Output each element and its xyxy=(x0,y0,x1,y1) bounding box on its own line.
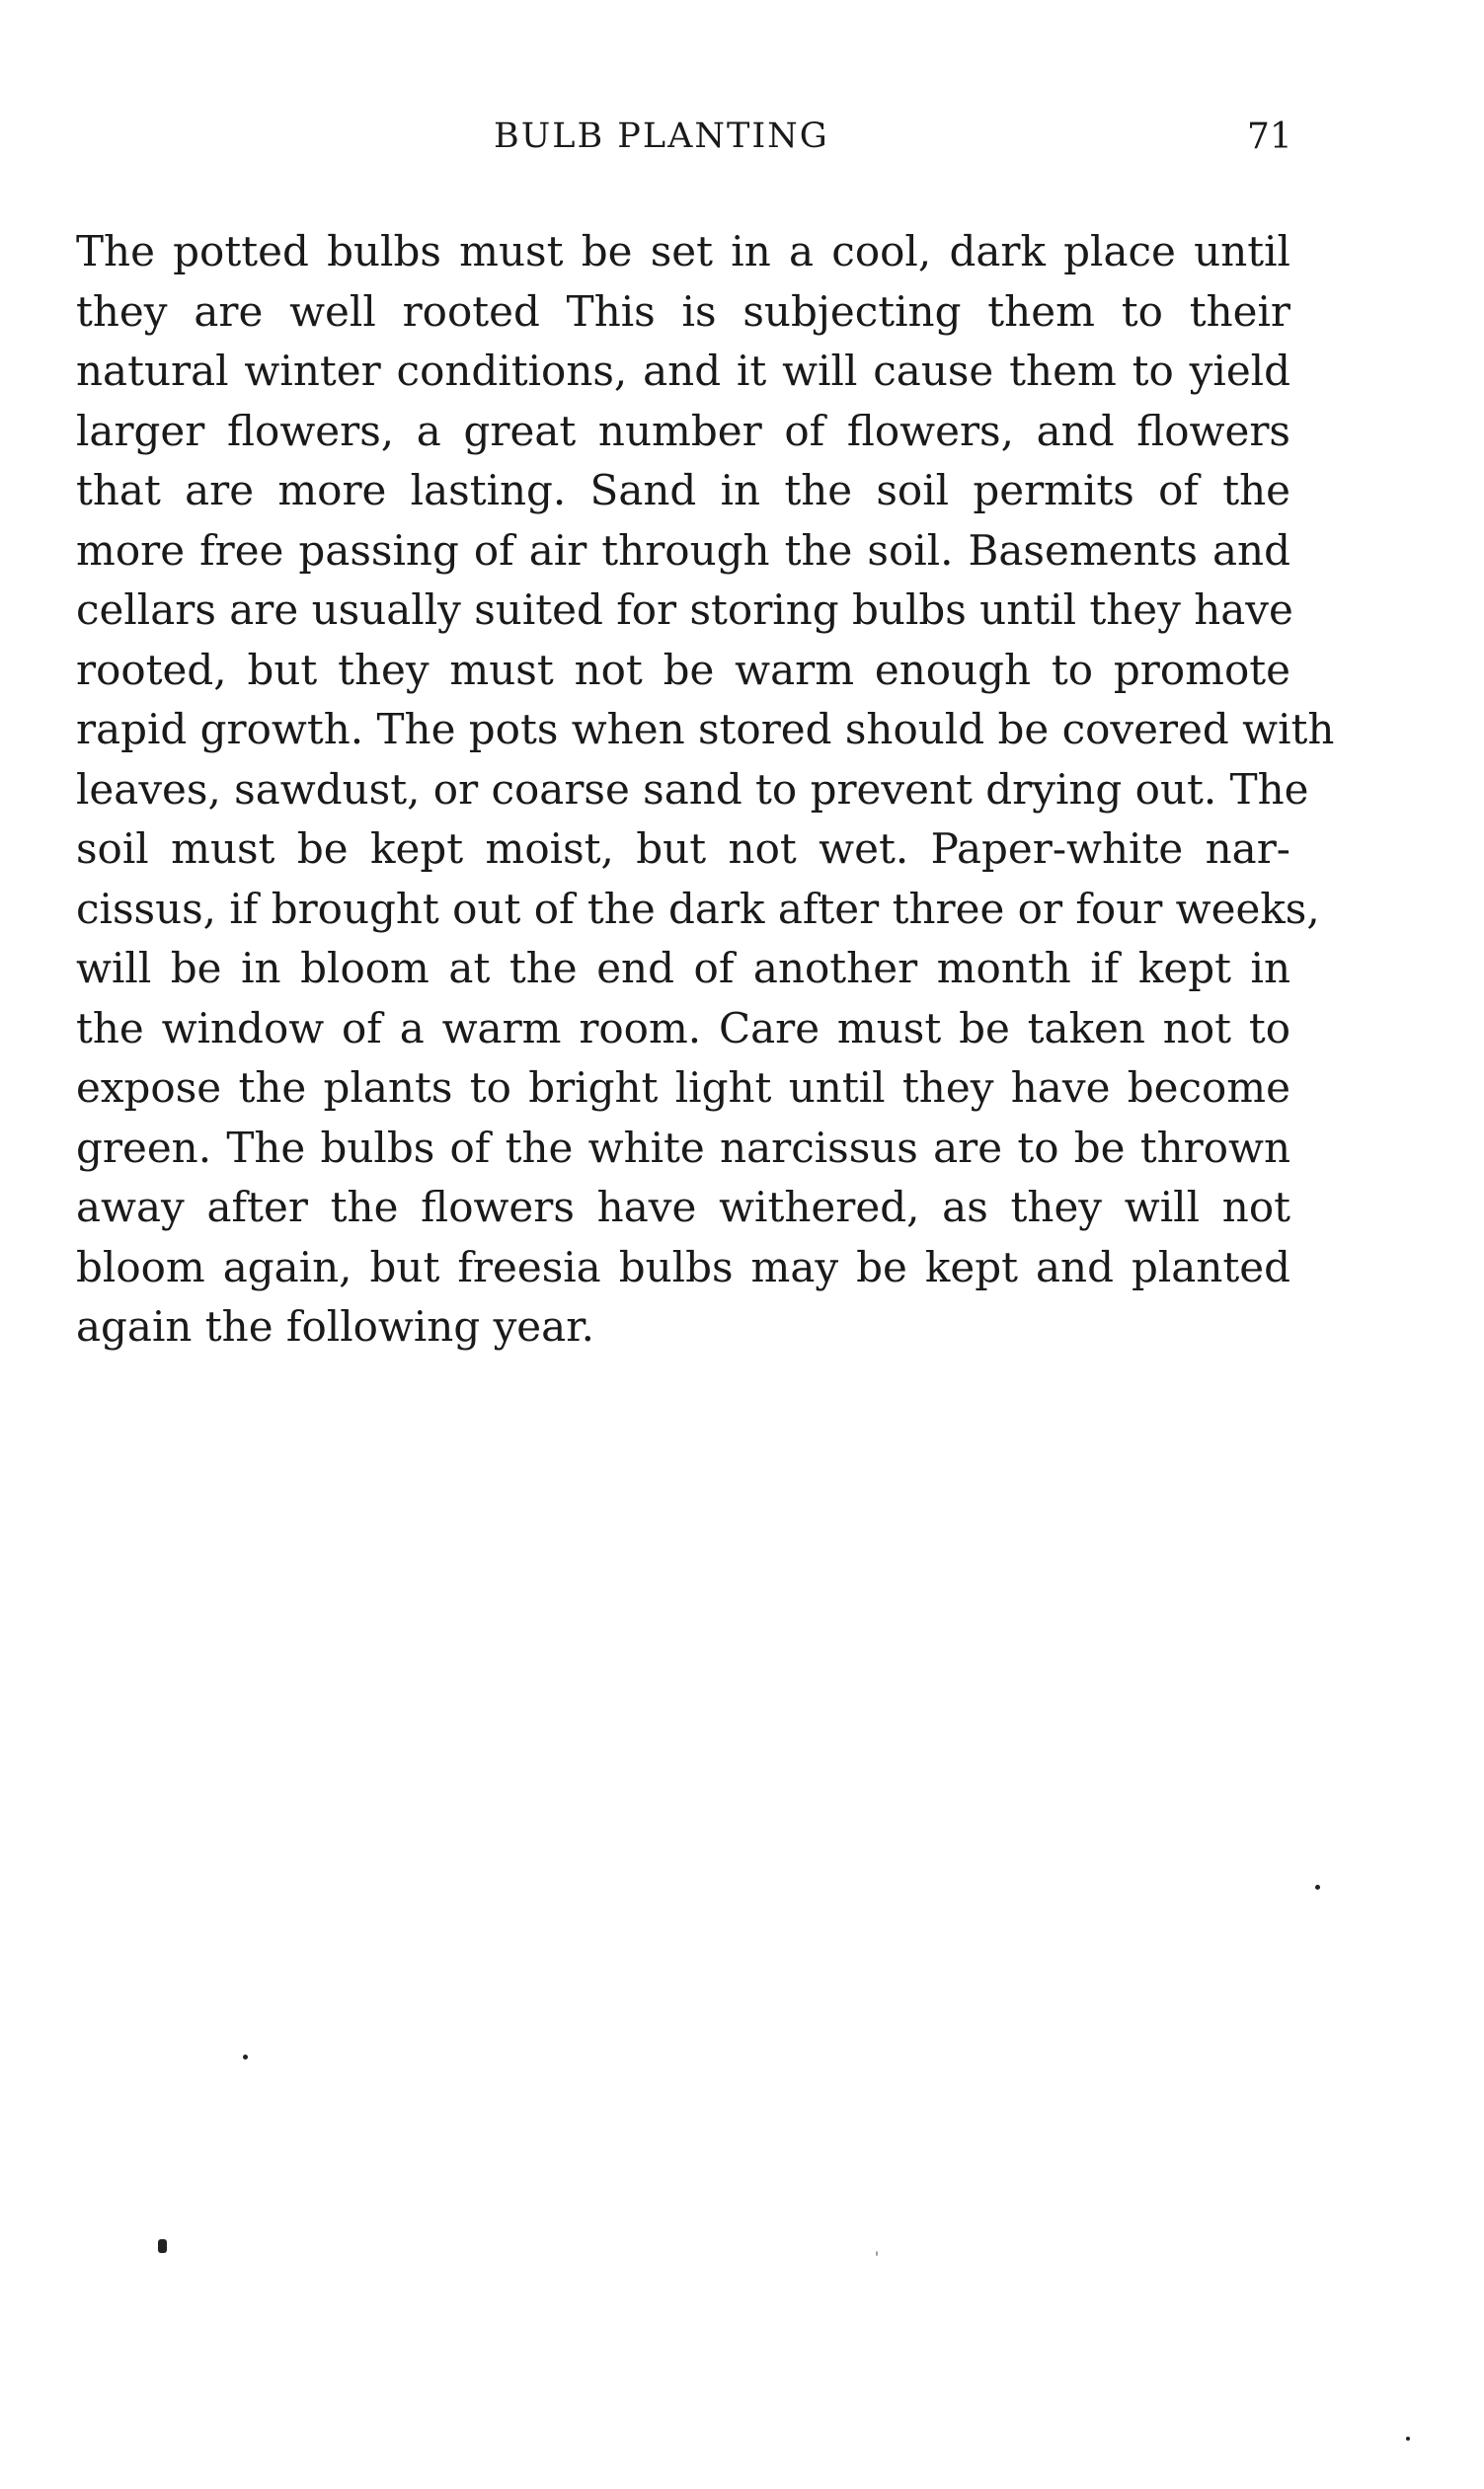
text-line: more free passing of air through the soil. Basements and xyxy=(76,525,1290,575)
text-line: rapid growth. The pots when stored should be covered with xyxy=(76,705,1335,753)
text-line: cissus, if brought out of the dark after three or four weeks, xyxy=(76,884,1320,933)
text-line: that are more lasting. Sand in the soil permits of the xyxy=(76,466,1290,514)
text-line: leaves, sawdust, or coarse sand to prevent drying out. The xyxy=(76,764,1309,814)
running-head: BULB PLANTING xyxy=(494,117,829,156)
text-line: natural winter conditions, and it will cause them to yield xyxy=(76,347,1290,395)
text-line: away after the flowers have withered, as they will not xyxy=(76,1183,1290,1231)
text-line: green. The bulbs of the white narcissus are to be thrown xyxy=(76,1123,1290,1172)
text-line: again the following year. xyxy=(76,1302,595,1351)
page-number: 71 xyxy=(1247,117,1292,157)
text-line: The potted bulbs must be set in a cool, dark place until xyxy=(76,227,1290,275)
text-line: they are well rooted This is subjecting them to their xyxy=(76,286,1290,336)
scan-speck xyxy=(1406,2437,1410,2441)
body-paragraph xyxy=(76,222,1335,1358)
scan-speck xyxy=(1315,1885,1320,1890)
text-line: larger flowers, a great number of flowers, and flowers xyxy=(76,406,1290,455)
text-line: bloom again, but freesia bulbs may be kept and planted xyxy=(76,1242,1290,1291)
text-line: rooted, but they must not be warm enough to promote xyxy=(76,645,1290,694)
scan-speck xyxy=(243,2055,248,2060)
text-line: soil must be kept moist, but not wet. Paper-white nar- xyxy=(76,824,1290,873)
text-line: will be in bloom at the end of another month if kept in xyxy=(76,944,1290,992)
text-line: cellars are usually suited for storing bulbs until they have xyxy=(76,585,1293,634)
scan-speck xyxy=(876,2251,878,2256)
scan-speck xyxy=(158,2239,167,2253)
text-line: the window of a warm room. Care must be taken not to xyxy=(76,1003,1290,1052)
text-line: expose the plants to bright light until they have become xyxy=(76,1063,1290,1112)
